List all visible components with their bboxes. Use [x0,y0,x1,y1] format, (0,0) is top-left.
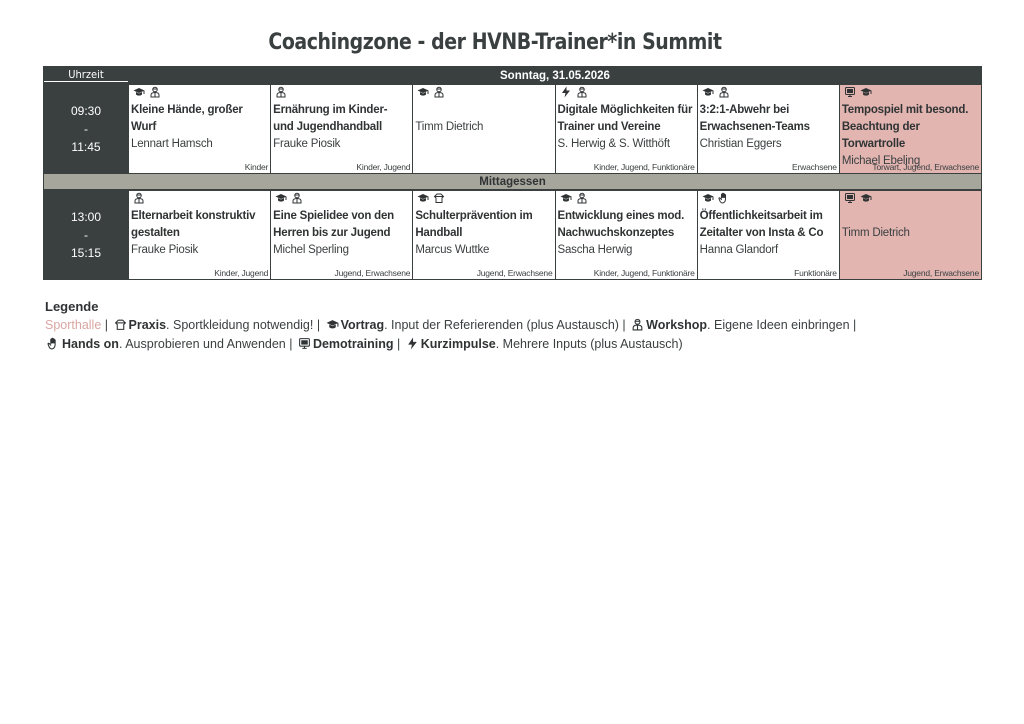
session-target-groups: Kinder [244,162,269,172]
legend-demo-name: Demotraining [312,337,394,351]
legend-kurz-name: Kurzimpulse [420,337,496,351]
time-start: 13:00 [70,209,102,224]
session-target-groups: Jugend, Erwachsene [334,268,411,278]
session-speaker: Timm Dietrich [841,227,910,239]
vortrag-icon [860,191,872,209]
session-speaker: Frauke Piosik [273,138,341,150]
workshop-icon [149,85,161,103]
time-end: 15:15 [70,245,102,260]
legend-separator: | [618,318,630,332]
legend-line-1 [45,316,985,335]
session-icons [700,192,837,208]
day-header: Sonntag, 31.05.2026 [500,69,610,82]
session-speaker: Timm Dietrich [415,121,484,133]
legend-handson-desc: . Ausprobieren und Anwenden [118,337,286,351]
legend-separator: | [313,318,324,332]
vortrag-icon [275,191,287,209]
legend-praxis-name: Praxis [128,318,167,332]
legend-workshop-name: Workshop [646,318,708,332]
demotraining-icon [844,191,856,209]
session-title: Elternarbeit konstruktiv gestalten [131,210,256,239]
praxis-icon [112,318,129,332]
time-column-header: Uhrzeit [44,67,128,82]
session-target-groups: Kinder, Jugend [356,162,411,172]
session-target-groups: Erwachsene [792,162,837,172]
time-slot-1 [44,84,128,173]
page-title: Coachingzone - der HVNB-Trainer*in Summit [268,30,722,55]
session-cell [271,84,412,173]
session-title: 3:2:1-Abwehr bei Erwachsenen-Teams [699,104,810,133]
session-cell [556,190,697,279]
praxis-icon [433,191,445,209]
kurzimpulse-icon [560,85,572,103]
session-speaker: Christian Eggers [699,138,782,150]
session-speaker: Michel Sperling [273,244,349,256]
session-title: Entwicklung eines mod. Nachwuchskonzeptes [557,210,685,239]
kurzimpulse-icon [404,337,421,351]
vortrag-icon [860,85,872,103]
session-title: Tempospiel mit besond. Beachtung der Torwartrolle [841,104,969,150]
session-target-groups: Jugend, Erwachsene [476,268,553,278]
session-title: Ernährung im Kinder- und Jugendhandball [273,104,388,133]
session-icons [558,86,695,102]
workshop-icon [629,318,646,332]
session-title: Eine Spielidee von den Herren bis zur Jugend [273,210,395,239]
session-icons [842,86,979,102]
vortrag-icon [133,85,145,103]
schedule-table [43,66,982,280]
session-icons [842,192,979,208]
session-cell [413,190,554,279]
legend-line-2 [45,335,985,354]
legend-vortrag-name: Vortrag [340,318,385,332]
session-icons [558,192,695,208]
session-cell [413,84,554,173]
time-start: 09:30 [70,103,102,118]
vortrag-icon [702,85,714,103]
legend-separator: | [285,337,296,351]
session-cell [840,84,981,173]
demotraining-icon [296,337,313,351]
hands-on-icon [718,191,730,209]
session-target-groups: Jugend, Erwachsene [903,268,979,278]
vortrag-icon [417,85,429,103]
session-speaker: Marcus Wuttke [415,244,490,256]
legend-heading: Legende [45,299,99,314]
workshop-icon [275,85,287,103]
legend [45,297,985,354]
time-end: 11:45 [71,139,101,154]
session-target-groups: Torwart, Jugend, Erwachsene [872,162,979,172]
session-cell [556,84,697,173]
session-speaker: Lennart Hamsch [131,138,213,150]
session-cell [698,84,839,173]
session-title: Schulterprävention im Handball [415,210,533,239]
workshop-icon [291,191,303,209]
session-speaker: Michael Ebeling [841,155,921,167]
session-target-groups: Kinder, Jugend [214,268,269,278]
session-icons [131,192,268,208]
session-icons [415,86,552,102]
session-title: Digitale Möglichkeiten für Trainer und Vereine [557,104,693,133]
session-target-groups: Kinder, Jugend, Funktionäre [593,162,695,172]
time-sep: - [84,227,88,242]
workshop-icon [718,85,730,103]
session-speaker: Hanna Glandorf [699,244,779,256]
legend-kurz-desc: . Mehrere Inputs (plus Austausch) [495,337,683,351]
legend-separator: | [393,337,404,351]
vortrag-icon [324,318,341,332]
hands-on-icon [45,337,62,351]
session-cell [129,190,270,279]
vortrag-icon [417,191,429,209]
workshop-icon [576,85,588,103]
session-icons [415,192,552,208]
vortrag-icon [702,191,714,209]
vortrag-icon [560,191,572,209]
session-target-groups: Funktionäre [794,268,837,278]
session-speaker: S. Herwig & S. Witthöft [557,138,670,150]
workshop-icon [133,191,145,209]
session-cell [840,190,981,279]
session-icons [700,86,837,102]
legend-separator: | [849,318,857,332]
workshop-icon [576,191,588,209]
legend-praxis-desc: . Sportkleidung notwendig! [166,318,314,332]
demotraining-icon [844,85,856,103]
session-cell [129,84,270,173]
session-icons [273,86,410,102]
legend-vortrag-desc: . Input der Referierenden (plus Austausch) [384,318,619,332]
session-speaker: Sascha Herwig [557,244,633,256]
session-cell [271,190,412,279]
legend-sporthalle: Sporthalle [45,318,102,332]
time-slot-2 [44,190,128,279]
session-icons [131,86,268,102]
workshop-icon [433,85,445,103]
session-cell [698,190,839,279]
legend-separator: | [101,318,112,332]
session-title: Öffentlichkeitsarbeit im Zeitalter von Insta & Co [699,210,824,239]
session-target-groups: Kinder, Jugend, Funktionäre [593,268,695,278]
legend-handson-name: Hands on [62,337,119,351]
session-title: Kleine Hände, großer Wurf [131,104,243,133]
session-speaker: Frauke Piosik [131,244,199,256]
session-icons [273,192,410,208]
lunch-row: Mittagessen [44,173,981,190]
time-sep: - [84,121,88,136]
legend-workshop-desc: . Eigene Ideen einbringen [707,318,850,332]
